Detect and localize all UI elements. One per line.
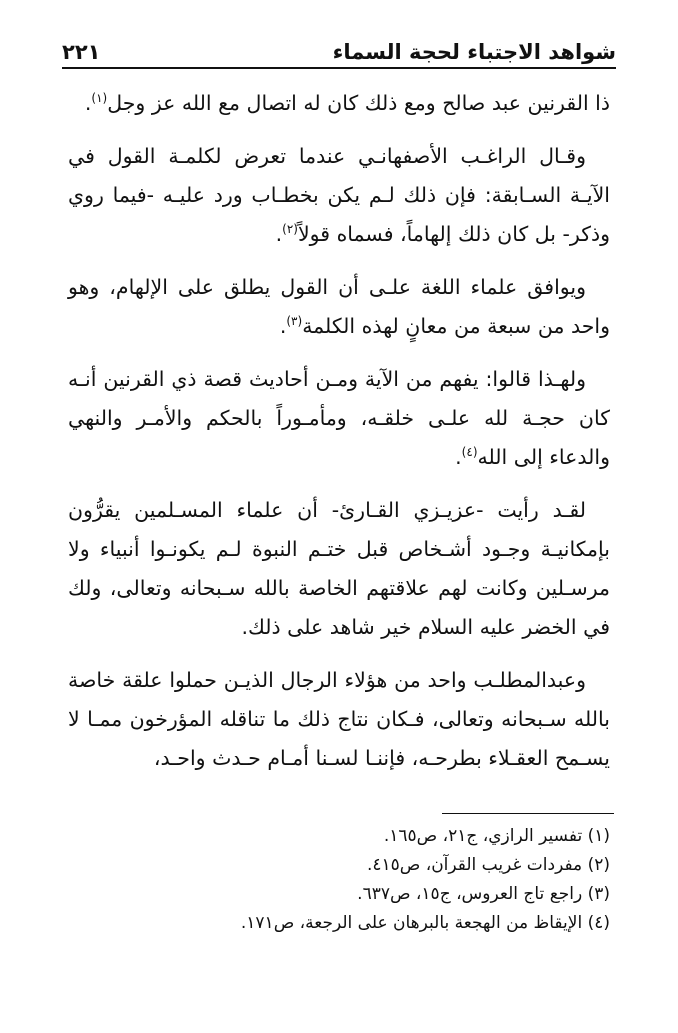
footnote-2: (٢) مفردات غريب القرآن، ص٤١٥.	[366, 855, 610, 875]
paragraph-4: ولهـذا قالوا: يفهم من الآية ومـن أحاديث قصة ذي القرنين أنـه كان حجـة لله علـى خلقـه، ومأمـوراً بالحكم والأمـر والنهي والدعاء إلى الله$^{(٤)}$.	[68, 367, 610, 469]
paragraph-5: لقـد رأيت -عزيـزي القـارئ- أن علماء المسـلمين يقرُّون بإمكانيـة وجـود أشـخاص قبل ختـم النبوة لـم يكونـوا أنبياء ولا مرسـلين وكانت لهم علاقتهم الخاصة بالله سـبحانه وتعالى، ولك في الخضر عليه السلام خير شاهد على ذلك.	[68, 498, 610, 639]
header-rule	[62, 67, 616, 69]
footnote-ref-1[interactable]: (١)	[91, 91, 108, 106]
footnote-4: (٤) الإيقاظ من الهجعة بالبرهان على الرجعة، ص١٧١.	[240, 913, 610, 933]
paragraph-3: ويوافق علماء اللغة علـى أن القول يطلق على الإلهام، وهو واحد من سبعة من معانٍ لهذه الكلمة$^{(٣)}$.	[68, 275, 610, 338]
page-number: ٢٢١	[62, 40, 101, 64]
footnote-1: (١) تفسير الرازي، ج٢١، ص١٦٥.	[383, 826, 610, 846]
footnote-ref-3[interactable]: (٣)	[286, 314, 303, 329]
paragraph-6: وعبدالمطلـب واحد من هؤلاء الرجال الذيـن حملوا علقة خاصة بالله سـبحانه وتعالى، فـكان نتاج ذلك ما تناقله المؤرخون ممـا لا يسـمح العقـلاء بطرحـه، فإننـا لسـنا أمـام حـدث واحـد،	[68, 668, 610, 770]
paragraph-2: وقـال الراغـب الأصفهانـي عندما تعرض لكلمـة القول في الآيـة السـابقة: فإن ذلك لـم يكن بخطـاب ورد عليـه -فيما روي وذكر- بل كان ذلك إلهاماً، فسماه قولاً$^{(٢)}$.	[68, 144, 610, 246]
main-text	[68, 84, 610, 792]
running-header	[62, 24, 616, 64]
footnote-3: (٣) راجع تاج العروس، ج١٥، ص٦٣٧.	[357, 884, 610, 904]
running-title: شواهد الاجتباء لحجة السماء	[332, 40, 616, 64]
footnote-rule	[442, 813, 614, 814]
footnote-ref-4[interactable]: (٤)	[461, 445, 478, 460]
footnotes	[68, 822, 610, 938]
footnote-ref-2[interactable]: (٢)	[282, 222, 298, 237]
paragraph-1: ذا القرنين عبد صالح ومع ذلك كان له اتصال مع الله عز وجل$^{(١)}$.	[84, 91, 610, 115]
